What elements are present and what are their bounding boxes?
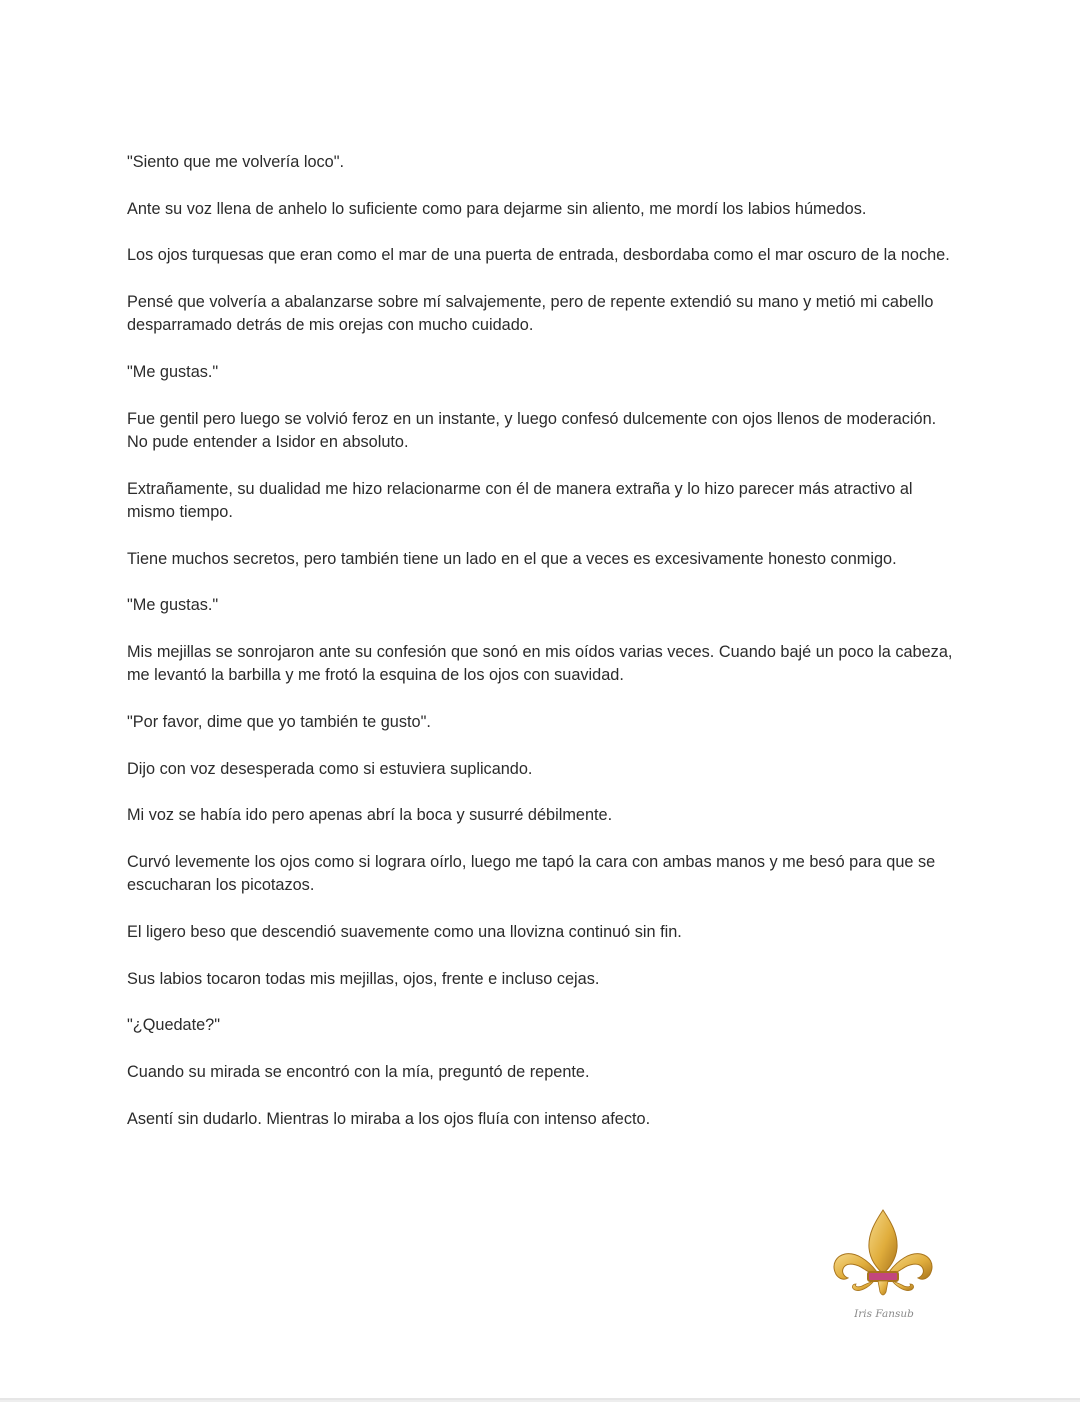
paragraph: Asentí sin dudarlo. Mientras lo miraba a los ojos fluía con intenso afecto. [127,1109,651,1128]
paragraph: Ante su voz llena de anhelo lo suficiente como para dejarme sin aliento, me mordí los labios húmedos. [127,199,867,218]
signature-text: Iris Fansub [854,1308,914,1320]
document-body [127,151,957,1155]
paragraph: "Por favor, dime que yo también te gusto". [127,713,431,732]
paragraph: Mi voz se había ido pero apenas abrí la boca y susurré débilmente. [127,806,613,825]
paragraph: "Siento que me volvería loco". [127,153,344,171]
paragraph: Dijo con voz desesperada como si estuviera suplicando. [127,759,533,778]
fansub-logo [828,1206,938,1326]
paragraph: Sus labios tocaron todas mis mejillas, ojos, frente e incluso cejas. [127,969,600,988]
paragraph: Extrañamente, su dualidad me hizo relacionarme con él de manera extraña y lo hizo parecer más atractivo al mismo tiempo. [127,479,913,522]
paragraph: Cuando su mirada se encontró con la mía, preguntó de repente. [127,1063,590,1082]
paragraph: Fue gentil pero luego se volvió feroz en un instante, y luego confesó dulcemente con ojos llenos de moderación. No pude entender a Isidor en absoluto. [127,409,937,452]
paragraph: Mis mejillas se sonrojaron ante su confesión que sonó en mis oídos varias veces. Cuando bajé un poco la cabeza, me levantó la barbilla y me frotó la esquina de los ojos con suavidad. [127,643,953,685]
paragraph: "¿Quedate?" [127,1016,221,1035]
paragraph: "Me gustas." [127,363,219,382]
fleur-de-lis-icon [828,1206,938,1326]
paragraph: Curvó levemente los ojos como si lograra oírlo, luego me tapó la cara con ambas manos y me besó para que se escucharan los picotazos. [127,853,936,895]
paragraph: Pensé que volvería a abalanzarse sobre mí salvajemente, pero de repente extendió su mano y metió mi cabello desparramado detrás de mis orejas con mucho cuidado. [127,293,934,335]
paragraph: Tiene muchos secretos, pero también tiene un lado en el que a veces es excesivamente honesto conmigo. [127,549,897,568]
paragraph: Los ojos turquesas que eran como el mar de una puerta de entrada, desbordaba como el mar oscuro de la noche. [127,246,950,265]
paragraph: "Me gustas." [127,596,219,615]
paragraph: El ligero beso que descendió suavemente como una llovizna continuó sin fin. [127,923,682,942]
